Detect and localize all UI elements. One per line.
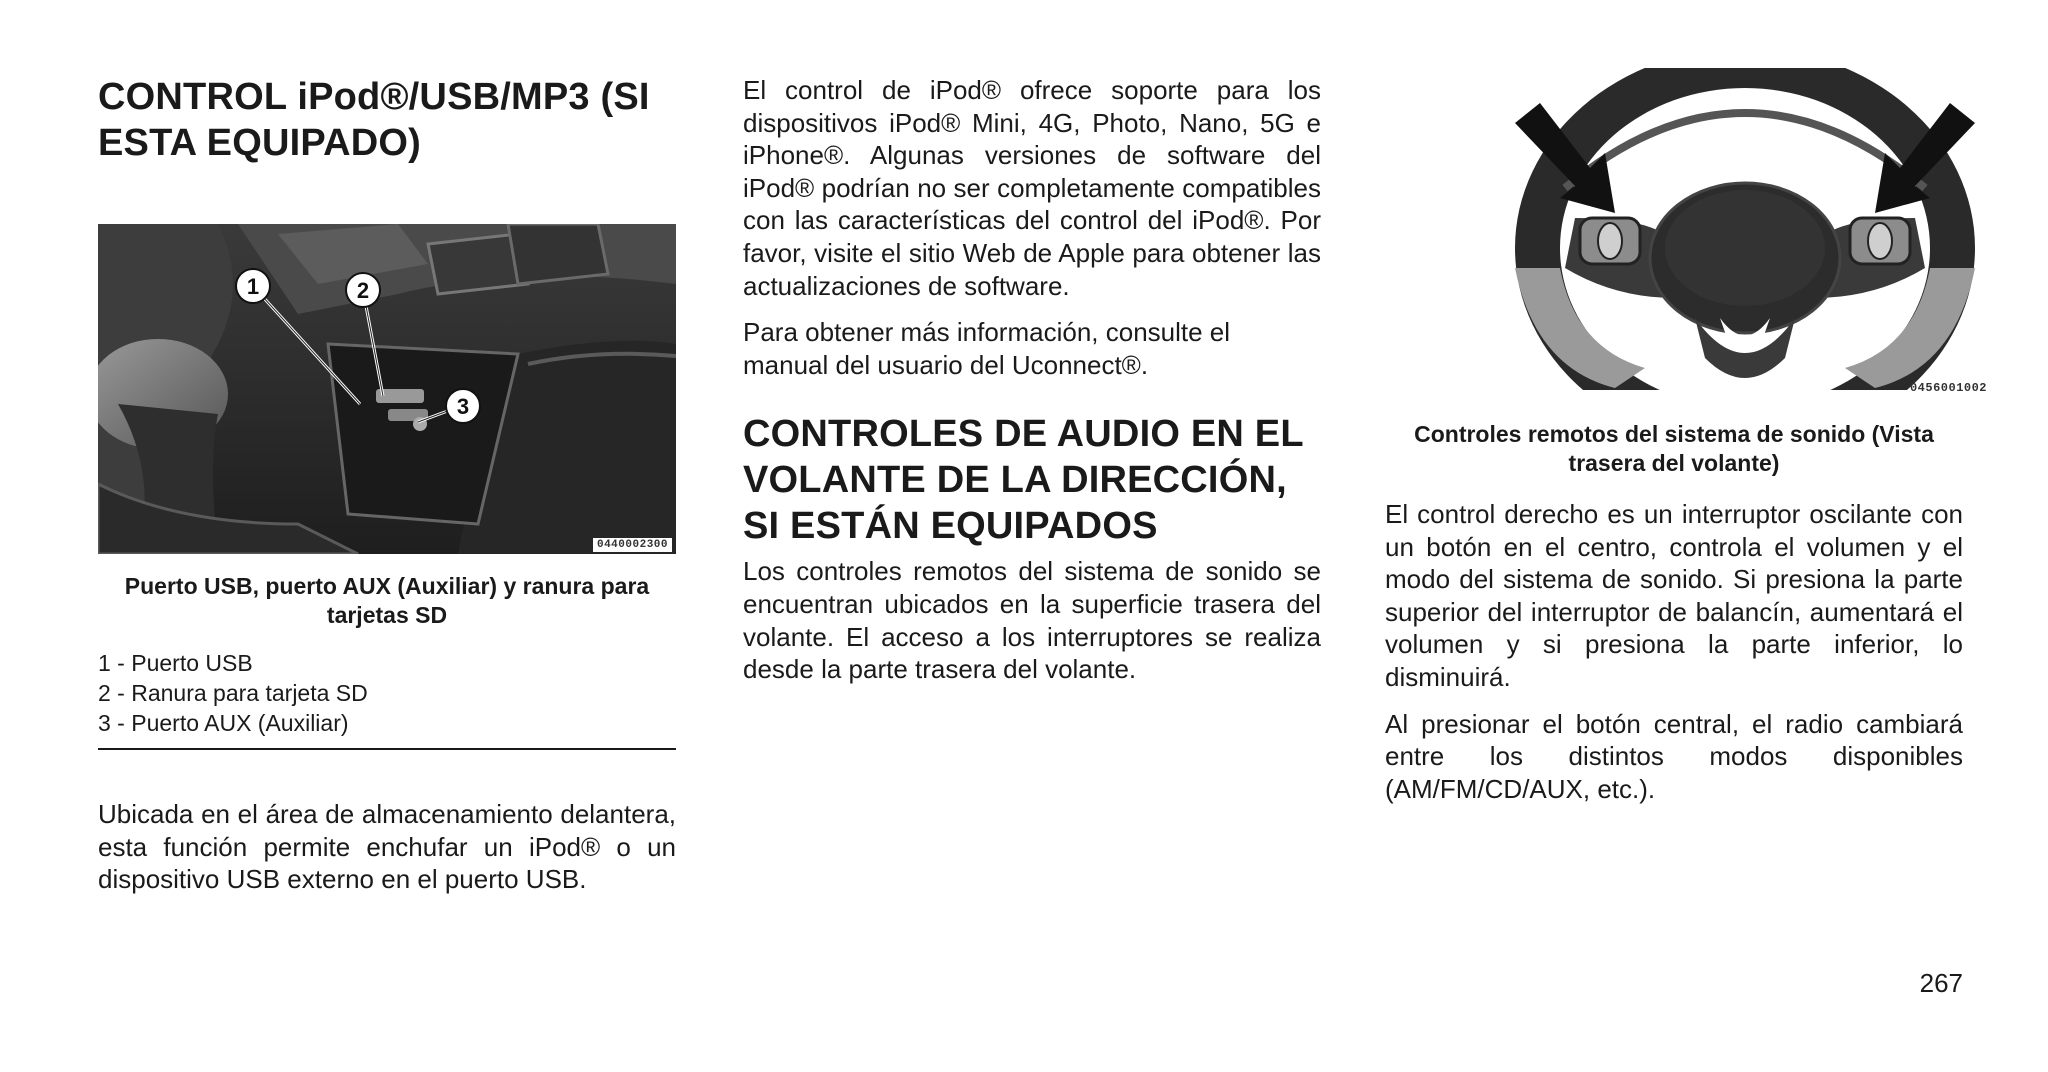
svg-text:3: 3 <box>456 394 470 419</box>
legend-divider <box>98 748 676 750</box>
svg-text:2: 2 <box>356 278 370 303</box>
body-paragraph: El control de iPod® ofrece soporte para los dispositivos iPod® Mini, 4G, Photo, Nano, 5G e iPhone®. Algunas versiones de software del iPod® podrían no ser completamente compatibles con las características del control del iPod®. Por favor, visite el sitio Web de Apple para obtener las actualizaciones de software. <box>743 75 1321 301</box>
figure-caption: Controles remotos del sistema de sonido (Vista trasera del volante) <box>1414 421 1934 476</box>
page-number: 267 <box>1919 968 1963 998</box>
right-audio-control <box>1850 218 1910 264</box>
figure-code: 0456001002 <box>1909 381 1987 395</box>
figure-legend <box>98 648 676 738</box>
column-left <box>98 74 676 910</box>
body-paragraph: El control derecho es un interruptor oscilante con un botón en el centro, controla el volumen y el modo del sistema de sonido. Si presiona la parte superior del interruptor de balancín, aumentará el volumen y si presiona la parte inferior, lo disminuirá. <box>1385 499 1963 692</box>
body-paragraph: Al presionar el botón central, el radio cambiará entre los distintos modos disponibles (AM/FM/CD/AUX, etc.). <box>1385 708 1963 804</box>
figure-steering-wheel <box>1495 68 1995 398</box>
left-audio-control <box>1580 218 1640 264</box>
steering-wheel-illustration <box>1495 68 1995 398</box>
console-illustration <box>98 224 676 554</box>
body-paragraph: Los controles remotos del sistema de sonido se encuentran ubicados en la superficie trasera del volante. El acceso a los interruptores se realiza desde la parte trasera del volante. <box>743 556 1321 685</box>
legend-item: 2 - Ranura para tarjeta SD <box>98 680 368 706</box>
body-paragraph: Para obtener más información, consulte el manual del usuario del Uconnect®. <box>743 317 1231 380</box>
svg-text:1: 1 <box>246 274 260 299</box>
figure-caption: Puerto USB, puerto AUX (Auxiliar) y ranura para tarjetas SD <box>124 573 650 628</box>
figure-usb-ports <box>98 224 676 554</box>
section-heading-steering-audio: CONTROLES DE AUDIO EN EL VOLANTE DE LA DIRECCIÓN, SI ESTÁN EQUIPADOS <box>743 413 1304 548</box>
callout-2 <box>346 273 380 307</box>
callout-1 <box>236 269 270 303</box>
callout-3 <box>446 389 480 423</box>
legend-item: 1 - Puerto USB <box>98 650 253 676</box>
body-paragraph: Ubicada en el área de almacenamiento delantera, esta función permite enchufar un iPod® o un dispositivo USB externo en el puerto USB. <box>98 799 676 895</box>
column-right <box>1385 74 1987 819</box>
figure-code: 0440002300 <box>593 538 672 552</box>
legend-item: 3 - Puerto AUX (Auxiliar) <box>98 710 349 736</box>
column-middle <box>743 74 1321 700</box>
section-heading-ipod: CONTROL iPod®/USB/MP3 (SI ESTA EQUIPADO) <box>98 76 650 164</box>
